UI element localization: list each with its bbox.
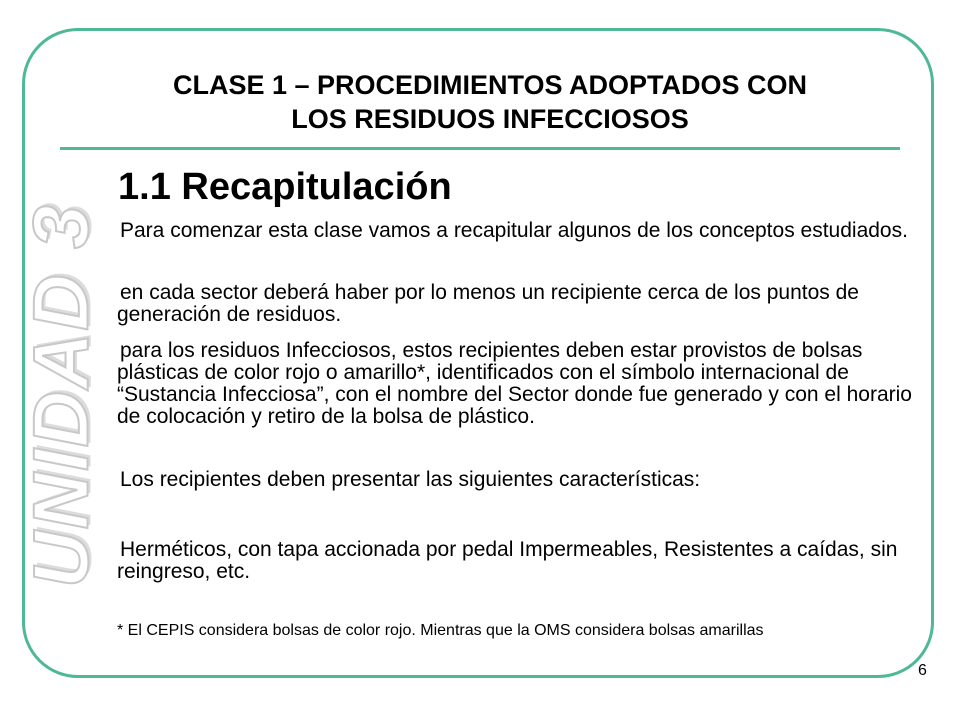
paragraph-intro-text: Para comenzar esta clase vamos a recapitular algunos de los conceptos estudiados. (120, 219, 908, 242)
footnote: * El CEPIS considera bolsas de color rojo. Mientras que la OMS considera bolsas amarillas (117, 622, 764, 639)
unit-watermark-text: UNIDAD 3 (16, 202, 105, 588)
paragraph-sector (117, 282, 917, 326)
paragraph-infectious (117, 340, 917, 428)
paragraph-characteristics-text: Los recipientes deben presentar las siguientes características: (120, 468, 701, 491)
paragraph-sector-text: en cada sector deberá haber por lo menos un recipiente cerca de los puntos de generación de residuos. (117, 281, 859, 326)
section-heading: 1.1 Recapitulación (118, 166, 452, 208)
paragraph-infectious-text: para los residuos Infecciosos, estos recipientes deben estar provistos de bolsas plásticas de color rojo o amarillo*, identificados con el símbolo internacional de “Sustancia Infecciosa”, con el nombre del Sector donde fue generado y con el horario de colocación y retiro de la bolsa de plástico. (117, 339, 912, 428)
unit-watermark (6, 195, 116, 595)
title-divider (60, 147, 900, 150)
paragraph-requirements-text: Herméticos, con tapa accionada por pedal Impermeables, Resistentes a caídas, sin reingreso, etc. (117, 538, 898, 583)
slide-title (60, 68, 920, 136)
slide-title-line-2: LOS RESIDUOS INFECCIOSOS (291, 104, 689, 134)
paragraph-characteristics (117, 469, 917, 491)
paragraph-intro (117, 220, 917, 242)
slide-title-line-1: CLASE 1 – PROCEDIMIENTOS ADOPTADOS CON (172, 70, 808, 100)
paragraph-requirements (117, 539, 917, 583)
page-number: 6 (918, 662, 927, 679)
